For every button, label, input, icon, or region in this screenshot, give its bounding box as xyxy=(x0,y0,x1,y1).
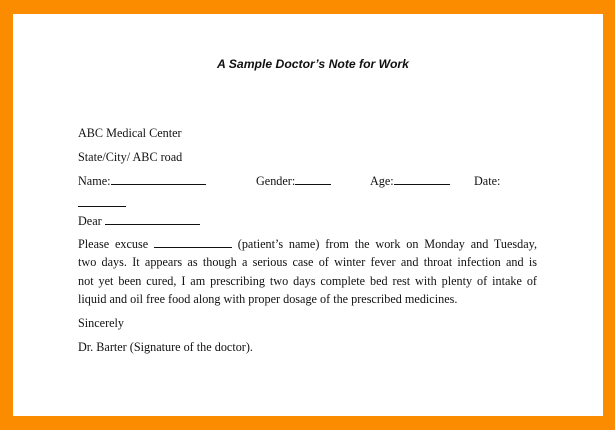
body-line-3: not yet been cured, I am prescribing two days complete bed rest with plenty of intake of xyxy=(78,273,537,288)
date-blank-line xyxy=(78,196,126,211)
body-line-1 xyxy=(78,235,537,253)
name-label: Name: xyxy=(78,174,111,188)
salutation-blank xyxy=(105,223,200,225)
gender-label: Gender: xyxy=(256,174,296,188)
age-label: Age: xyxy=(370,174,394,188)
age-field xyxy=(370,174,450,189)
name-field xyxy=(78,174,206,189)
date-label: Date: xyxy=(474,174,501,188)
salutation: Dear xyxy=(78,214,102,228)
gender-blank xyxy=(295,183,331,185)
body-line-4: liquid and oil free food along with proper dosage of the prescribed medicines. xyxy=(78,291,458,306)
body-line-2: two days. It appears as though a serious case of winter fever and throat infection and is xyxy=(78,255,537,270)
date-blank xyxy=(78,205,126,207)
name-blank xyxy=(111,183,206,185)
address: State/City/ ABC road xyxy=(78,150,183,164)
body-paragraph xyxy=(78,235,537,308)
body-line-1-start: Please excuse xyxy=(78,237,149,251)
date-field xyxy=(474,174,500,189)
body-line-1-end: (patient’s name) from the work on Monday and Tuesday, xyxy=(237,237,538,251)
closing: Sincerely xyxy=(78,316,125,330)
signature: Dr. Barter (Signature of the doctor). xyxy=(78,340,253,354)
age-blank xyxy=(394,183,450,185)
center-name: ABC Medical Center xyxy=(78,126,182,140)
gender-field xyxy=(256,174,331,189)
document-page xyxy=(13,14,603,416)
patient-name-blank xyxy=(154,246,232,248)
doctor-note xyxy=(13,14,603,416)
salutation-line xyxy=(78,214,200,229)
document-title: A Sample Doctor’s Note for Work xyxy=(217,57,409,71)
